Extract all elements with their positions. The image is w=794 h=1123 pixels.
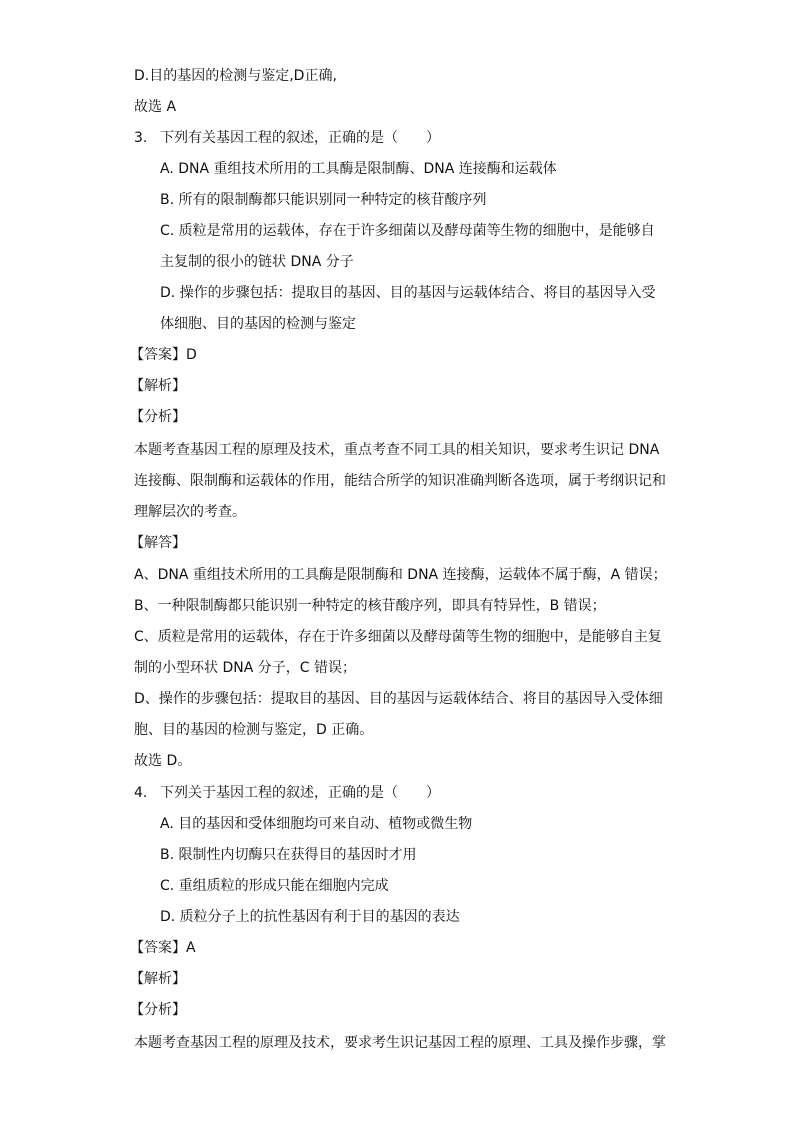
- question-stem: 下列有关基因工程的叙述，正确的是（ ）: [160, 130, 440, 146]
- text-line: D.目的基因的检测与鉴定,D正确,: [134, 68, 337, 84]
- question-number: 4.: [134, 785, 148, 801]
- answer-label: 【答案】D: [130, 347, 197, 363]
- jieda-d-cont: 胞、目的基因的检测与鉴定，D 正确。: [134, 722, 374, 738]
- jieda-d: D、操作的步骤包括：提取目的基因、目的基因与运载体结合、将目的基因导入受体细: [134, 691, 663, 707]
- option-c: C. 重组质粒的形成只能在细胞内完成: [160, 878, 389, 894]
- answer-label: 【答案】A: [130, 940, 196, 956]
- option-d-cont: 体细胞、目的基因的检测与鉴定: [160, 316, 356, 332]
- option-a: A. 目的基因和受体细胞均可来自动、植物或微生物: [160, 816, 473, 832]
- fenxi-label: 【分析】: [130, 409, 186, 425]
- fenxi-label: 【分析】: [130, 1002, 186, 1018]
- question-number: 3.: [134, 130, 148, 146]
- conclusion-line: 故选 A: [134, 99, 177, 115]
- jieda-b: B、一种限制酶都只能识别一种特定的核苷酸序列，即具有特异性，B 错误；: [134, 598, 606, 614]
- question-3: [134, 128, 440, 148]
- conclusion-line: 故选 D。: [134, 753, 192, 769]
- question-4: [134, 783, 440, 803]
- question-stem: 下列关于基因工程的叙述，正确的是（ ）: [160, 785, 440, 801]
- jieda-c-cont: 制的小型环状 DNA 分子，C 错误；: [134, 660, 356, 676]
- option-c-cont: 主复制的很小的链状 DNA 分子: [160, 254, 354, 270]
- jieda-a: A、DNA 重组技术所用的工具酶是限制酶和 DNA 连接酶，运载体不属于酶，A 错误；: [134, 567, 667, 583]
- option-c: C. 质粒是常用的运载体，存在于许多细菌以及酵母菌等生物的细胞中，是能够自: [160, 223, 655, 239]
- fenxi-text: 理解层次的考查。: [134, 504, 246, 520]
- option-b: B. 所有的限制酶都只能识别同一种特定的核苷酸序列: [160, 192, 487, 208]
- option-a: A. DNA 重组技术所用的工具酶是限制酶、DNA 连接酶和运载体: [160, 161, 557, 177]
- analysis-label: 【解析】: [130, 971, 186, 987]
- fenxi-text: 本题考查基因工程的原理及技术，要求考生识记基因工程的原理、工具及操作步骤，掌: [134, 1035, 666, 1051]
- option-d: D. 操作的步骤包括：提取目的基因、目的基因与运载体结合、将目的基因导入受: [160, 285, 656, 301]
- fenxi-text: 连接酶、限制酶和运载体的作用，能结合所学的知识准确判断各选项，属于考纲识记和: [134, 473, 666, 489]
- analysis-label: 【解析】: [130, 378, 186, 394]
- option-d: D. 质粒分子上的抗性基因有利于目的基因的表达: [160, 909, 460, 925]
- jieda-label: 【解答】: [130, 535, 186, 551]
- option-b: B. 限制性内切酶只在获得目的基因时才用: [160, 847, 417, 863]
- fenxi-text: 本题考查基因工程的原理及技术，重点考查不同工具的相关知识，要求考生识记 DNA: [134, 442, 660, 458]
- jieda-c: C、质粒是常用的运载体，存在于许多细菌以及酵母菌等生物的细胞中，是能够自主复: [134, 629, 662, 645]
